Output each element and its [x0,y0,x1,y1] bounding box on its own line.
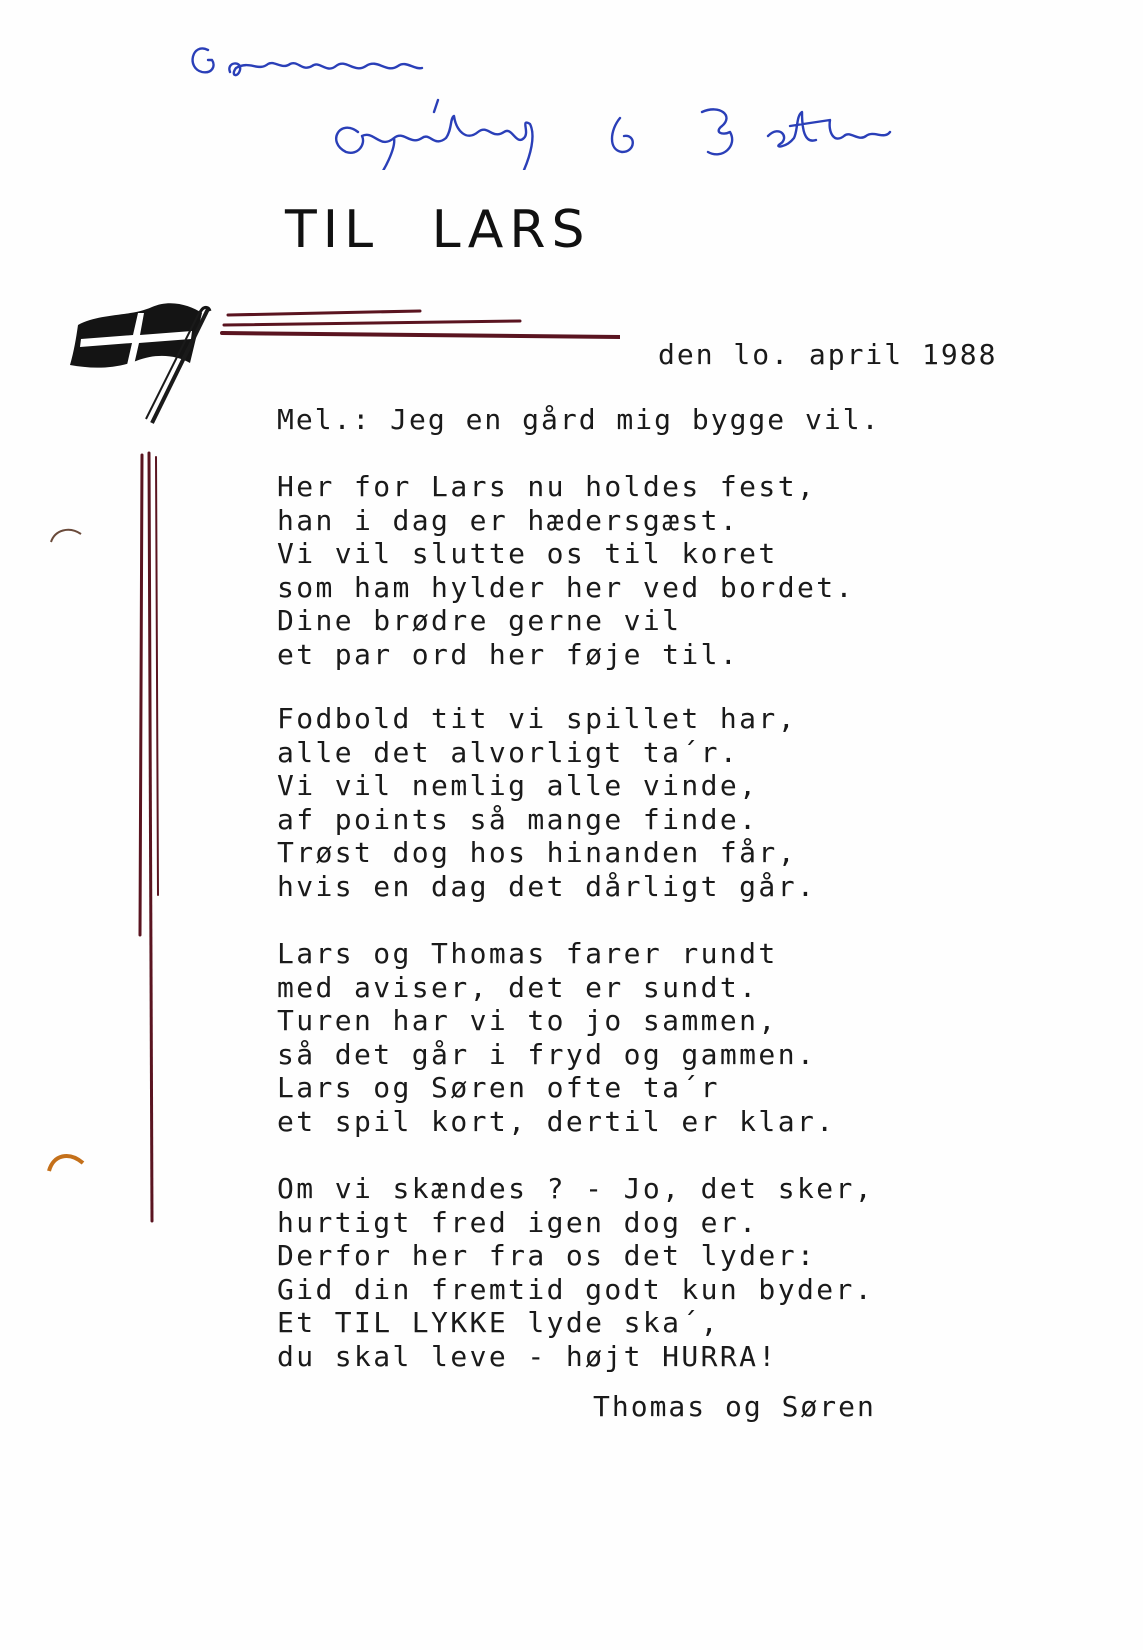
verse-3 [277,937,835,1138]
verse-line: Gid din fremtid godt kun byder. [277,1272,874,1306]
verse-line: med aviser, det er sundt. [277,970,759,1004]
verse-line: Dine brødre gerne vil [277,604,682,637]
handwritten-note [190,20,970,170]
verse-line: hvis en dag det dårligt går. [277,869,817,903]
verse-line: Fodbold tit vi spillet har, [277,702,797,735]
verse-line: Turen har vi to jo sammen, [277,1004,778,1037]
melody-line: Mel.: Jeg en gård mig bygge vil. [277,403,881,436]
verse-line: som ham hylder her ved bordet. [277,570,855,604]
signature: Thomas og Søren [593,1390,876,1423]
verse-line: så det går i fryd og gammen. [277,1037,817,1071]
verse-line: Trøst dog hos hinanden får, [277,836,797,869]
punch-hole [45,1145,85,1185]
verse-line: af points så mange finde. [277,802,759,836]
punch-hole [45,520,85,560]
verse-line: han i dag er hædersgæst. [277,503,740,537]
verse-line: et par ord her føje til. [277,637,740,671]
verse-line: Om vi skændes ? - Jo, det sker, [277,1172,874,1205]
verse-4 [277,1172,874,1373]
verse-2 [277,702,816,903]
date-line: den lo. april 1988 [658,338,998,371]
verse-line: Her for Lars nu holdes fest, [277,470,817,503]
danish-flag-icon [70,303,210,423]
verse-line: et spil kort, dertil er klar. [277,1104,836,1138]
page-title: TIL LARS [285,200,591,260]
verse-line: Vi vil slutte os til koret [277,537,778,570]
verse-line: Et TIL LYKKE lyde ska´, [277,1306,720,1339]
verse-line: du skal leve - højt HURRA! [277,1339,778,1373]
verse-line: Lars og Søren ofte ta´r [277,1071,720,1104]
verse-1 [277,470,855,671]
verse-line: Derfor her fra os det lyder: [277,1239,817,1272]
verse-line: Vi vil nemlig alle vinde, [277,769,759,802]
verse-line: hurtigt fred igen dog er. [277,1205,759,1239]
verse-line: Lars og Thomas farer rundt [277,937,778,970]
verse-line: alle det alvorligt ta´r. [277,735,740,769]
